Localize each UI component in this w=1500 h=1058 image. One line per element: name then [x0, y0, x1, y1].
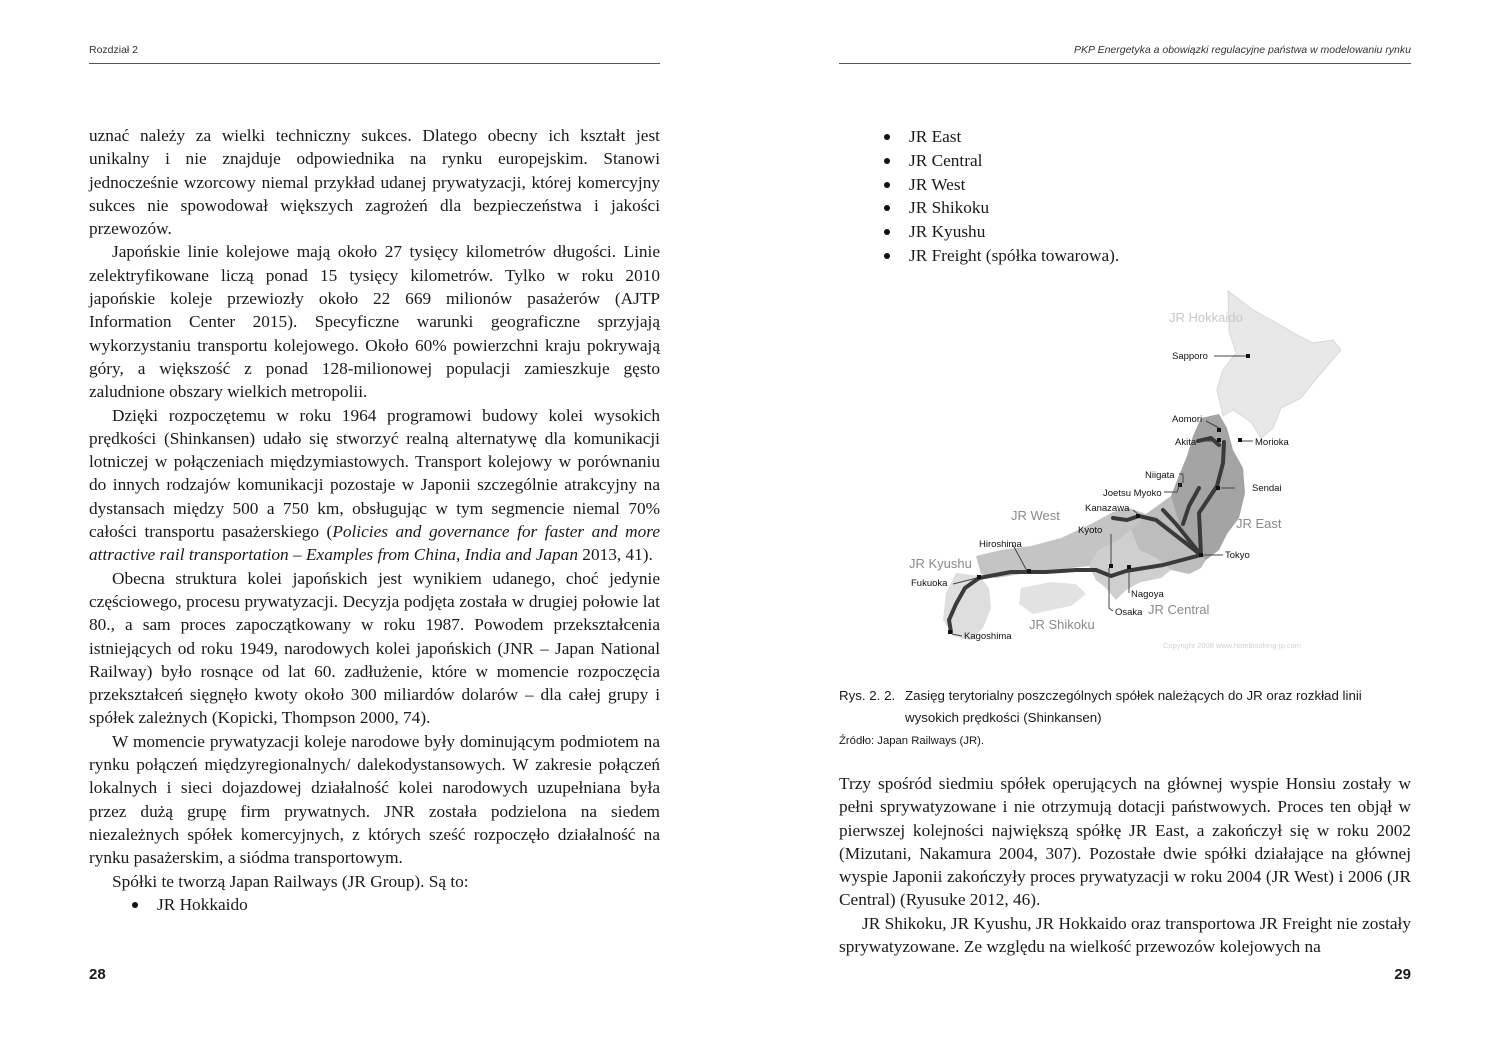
paragraph: W momencie prywatyzacji koleje narodowe były dominującym podmiotem na rynku połączeń międzyregionalnych/ dalekodystansowych. W zakresie połączeń lokalnych i sieci dojazdowej działalność kolei narodowych uzupełniana była przez dużą grupę firm prywatnych. JNR została podzielona na siedem niezależnych spółek komercyjnych, z których sześć rozpoczęło działalność na rynku pasażerskim, a siódma transportowym. — [89, 731, 660, 868]
paragraph: Trzy spośród siedmiu spółek operujących na głównej wyspie Honsiu zostały w pełni sprywatyzowane i nie otrzymują dotacji państwowych. Proces ten objął w pierwszej kolejności największą spółkę JR East, a zakończył się w roku 2002 (Mizutani, Nakamura 2004, 307). Pozostałe dwie spółki działające na głównej wyspie Japonii zakończyły proces prywatyzacji w roku 2004 (JR West) i 2006 (JR Central) (Ryusuke 2012, 46). — [839, 774, 1411, 910]
list-item: JR Shikoku — [883, 196, 1411, 220]
paragraph-text: 2013, 41). — [577, 545, 653, 565]
map-figure — [901, 288, 1351, 658]
region-label-central: JR Central — [1148, 602, 1210, 617]
city-marker — [1238, 438, 1242, 442]
list-item: JR Central — [883, 149, 1411, 173]
paragraph: Spółki te tworzą Japan Railways (JR Group). Są to: — [112, 871, 469, 891]
paragraph: JR Shikoku, JR Kyushu, JR Hokkaido oraz transportowa JR Freight nie zostały sprywatyzowane. Ze względu na wielkość przewozów kolejowych na — [839, 913, 1411, 957]
city-label: Akita — [1175, 437, 1197, 448]
page-number: 29 — [1394, 966, 1411, 983]
list-item: JR East — [883, 125, 1411, 149]
body-text — [839, 772, 1411, 958]
city-label: Sendai — [1252, 483, 1282, 494]
city-marker — [1246, 354, 1250, 358]
city-label: Kagoshima — [964, 631, 1012, 642]
region-label-west: JR West — [1011, 508, 1060, 523]
bullet-list — [131, 893, 660, 917]
city-label: Tokyo — [1225, 550, 1250, 561]
paragraph: Japońskie linie kolejowe mają około 27 tysięcy kilometrów długości. Linie zelektryfikowane liczą ponad 15 tysięcy kilometrów. Tylko w roku 2010 japońskie koleje przewiozły około 22 669 milionów pasażerów (AJTP Information Center 2015). Specyficzne warunki geograficzne sprzyjają wykorzystaniu transportu kolejowego. Około 60% powierzchni kraju pokrywają góry, a większość z ponad 128-milionowej populacji zamieszkuje gęsto zaludnione obszary wielkich metropolii. — [89, 242, 660, 402]
city-label: Sapporo — [1172, 351, 1208, 362]
city-label: Kyoto — [1078, 525, 1103, 536]
body-text — [89, 124, 660, 917]
city-marker — [1216, 486, 1220, 490]
list-item: JR West — [883, 173, 1411, 197]
right-page — [839, 0, 1411, 1058]
region-label-east: JR East — [1236, 516, 1282, 531]
header-rule — [89, 63, 660, 64]
city-label: Nagoya — [1131, 589, 1164, 600]
jr-network-map — [901, 288, 1351, 658]
caption-text: wysokich prędkości (Shinkansen) — [905, 710, 1102, 725]
map-copyright: Copyright 2008 www.hotelbooking-jp.com — [1163, 641, 1301, 650]
city-marker — [1199, 553, 1203, 557]
page-number: 28 — [89, 966, 106, 983]
city-marker — [1136, 514, 1140, 518]
left-page — [89, 0, 660, 1058]
region-label-shikoku: JR Shikoku — [1029, 617, 1095, 632]
region-label-kyushu: JR Kyushu — [909, 556, 972, 571]
caption-label: Rys. 2. 2. — [839, 688, 896, 703]
city-marker — [1217, 438, 1221, 442]
city-label: Kanazawa — [1085, 503, 1130, 514]
jr-company-list — [883, 125, 1411, 268]
city-label: Hiroshima — [979, 539, 1022, 550]
city-label: Joetsu Myoko — [1103, 488, 1162, 499]
paragraph-shinkansen — [89, 404, 660, 567]
paragraph: Obecna struktura kolei japońskich jest wynikiem udanego, choć jedynie częściowego, procesu prywatyzacji. Decyzja podjęta została w drugiej połowie lat 80., a sam proces zapoczątkowany w roku 1987. Powodem przekształcenia istniejących od roku 1949, narodowych kolei japońskich (JNR – Japan National Railway) było rosnące od lat 60. zadłużenie, które w momencie rozpoczęcia przekształceń sięgnęło kwoty około 300 miliardów dolarów – dla całej grupy i spółek zależnych (Kopicki, Thompson 2000, 74). — [89, 568, 660, 728]
city-marker — [977, 575, 981, 579]
city-label: Morioka — [1255, 437, 1289, 448]
city-marker — [1127, 565, 1131, 569]
city-label: Aomori — [1172, 414, 1203, 425]
running-head: PKP Energetyka a obowiązki regulacyjne państwa w modelowaniu rynku — [1074, 44, 1411, 56]
city-marker — [948, 630, 952, 634]
region-label-hokkaido: JR Hokkaido — [1169, 310, 1243, 325]
city-label: Osaka — [1115, 607, 1143, 618]
city-marker — [1027, 569, 1031, 573]
cited-title: Policies and governance for faster and more attractive rail transportation – Examples from China, India and Japan — [89, 522, 660, 565]
city-marker — [1109, 564, 1113, 568]
caption-line — [839, 685, 1411, 707]
list-item: JR Hokkaido — [131, 893, 660, 917]
paragraph: uznać należy za wielki techniczny sukces. Dlatego obecny ich kształt jest unikalny i nie znajduje odpowiednika na rynku europejskim. Stanowi jednocześnie wzorcowy niemal przykład udanej prywatyzacji, której komercyjny sukces nie spowodował większych zagrożeń dla bezpieczeństwa i jakości przewozów. — [89, 126, 660, 239]
list-item: JR Freight (spółka towarowa). — [883, 244, 1411, 268]
city-marker — [1217, 428, 1221, 432]
paragraph-text: Dzięki rozpoczętemu w roku 1964 programowi budowy kolei wysokich prędkości (Shinkansen) udało się stworzyć realną alternatywę dla komunikacji lotniczej w połączeniach międzymiastowych. Transport kolejowy w porównaniu do innych rodzajów komunikacji pozostaje w Japonii szczególnie atrakcyjny na dystansach między 500 a 750 km, obsługując w tym segmencie niemal 70% całości transportu pasażerskiego ( — [89, 405, 660, 542]
list-item: JR Kyushu — [883, 220, 1411, 244]
header-rule — [839, 63, 1411, 64]
city-label: Niigata — [1145, 470, 1175, 481]
running-head: Rozdział 2 — [89, 44, 139, 56]
figure-caption — [839, 685, 1411, 729]
city-label: Fukuoka — [911, 578, 948, 589]
shikoku-island — [1019, 582, 1086, 614]
figure-source: Źródło: Japan Railways (JR). — [839, 735, 985, 747]
caption-text: Zasięg terytorialny poszczególnych spółek należących do JR oraz rozkład linii — [905, 688, 1362, 703]
